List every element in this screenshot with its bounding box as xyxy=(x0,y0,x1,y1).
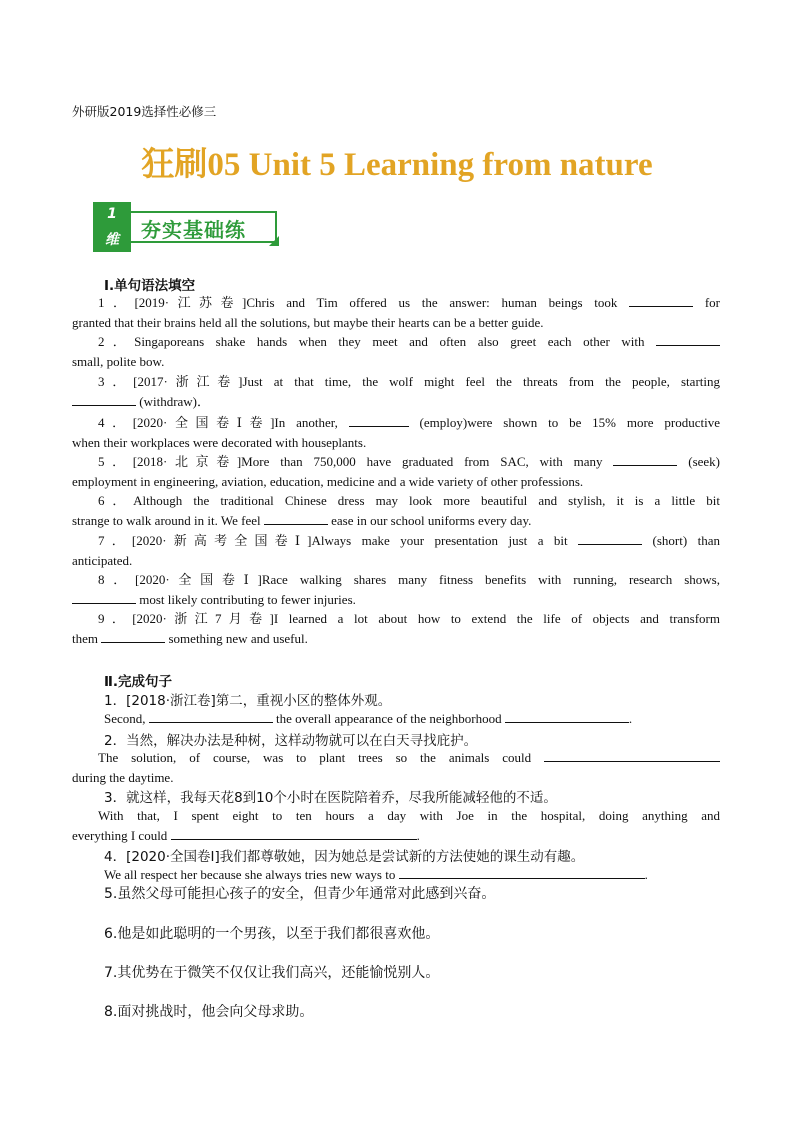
q8-blank xyxy=(72,591,136,604)
badge-corner-arrow xyxy=(269,236,279,246)
q6-text-a: 6．Although the traditional Chinese dress may look more beautiful and stylish, it is a little bit xyxy=(98,493,720,508)
q4-text-c: when their workplaces were decorated with houseplants. xyxy=(72,434,367,450)
page-title: 狂刷05 Unit 5 Learning from nature xyxy=(141,147,653,183)
sentence-8: 8.面对挑战时，他会向父母求助。 xyxy=(104,1004,314,1020)
question-2 xyxy=(72,332,720,371)
sentence-4-english xyxy=(104,865,704,885)
question-3 xyxy=(72,372,720,411)
sentence-4-chinese: 4．[2020·全国卷Ⅰ]我们都尊敬她，因为她总是尝试新的方法使她的课生动有趣。 xyxy=(104,849,585,865)
section-badge xyxy=(93,202,285,252)
sentence-3-chinese: 3．就这样，我每天花8到10个小时在医院陪着乔，尽我所能减轻他的不适。 xyxy=(104,790,557,806)
q8-text-a: 8．[2020·全国卷Ⅰ]Race walking shares many fitness benefits with running, research shows, xyxy=(98,572,720,587)
q3-blank xyxy=(72,393,136,406)
s1-text-2: the overall appearance of the neighborhood xyxy=(276,711,502,726)
q2-text-c: small, polite bow. xyxy=(72,353,165,369)
question-9 xyxy=(72,609,720,648)
question-7 xyxy=(72,531,720,570)
q6-text-c1: strange to walk around in it. We feel xyxy=(72,512,261,528)
s4-blank xyxy=(399,866,645,879)
section-heading-sentences: Ⅱ.完成句子 xyxy=(104,674,173,690)
q3-text-a: 3．[2017·浙江卷]Just at that time, the wolf might feel the threats from the people, starting xyxy=(98,374,720,389)
q6-blank xyxy=(264,512,328,525)
q2-text-a: 2．Singaporeans shake hands when they meet and often also greet each other with xyxy=(98,334,645,349)
q7-text-b: (short) than xyxy=(652,533,720,548)
s3-text-3: . xyxy=(416,827,420,843)
q9-blank xyxy=(101,630,165,643)
sentence-5: 5.虽然父母可能担心孩子的安全，但青少年通常对此感到兴奋。 xyxy=(104,886,496,902)
sentence-6: 6.他是如此聪明的一个男孩，以至于我们都很喜欢他。 xyxy=(104,926,440,942)
badge-level-unit: 维 xyxy=(105,232,119,248)
section-heading-grammar: Ⅰ.单句语法填空 xyxy=(104,278,196,294)
sentence-2-english xyxy=(72,748,720,787)
q5-blank xyxy=(613,453,677,466)
s2-text-2: during the daytime. xyxy=(72,769,174,785)
q9-text-a: 9．[2020·浙江7月卷]I learned a lot about how to extend the life of objects and transform xyxy=(98,611,720,626)
sentence-1-chinese: 1．[2018·浙江卷]第二，重视小区的整体外观。 xyxy=(104,693,392,709)
sentence-3-english xyxy=(72,806,720,845)
s1-blank-1 xyxy=(149,710,273,723)
q4-text-b: (employ)were shown to be 15% more productive xyxy=(419,415,721,430)
q9-text-c1: them xyxy=(72,630,98,646)
q2-blank xyxy=(656,333,720,346)
sentence-7: 7.其优势在于微笑不仅仅让我们高兴，还能愉悦别人。 xyxy=(104,965,440,981)
q6-text-c2: ease in our school uniforms every day. xyxy=(331,512,532,528)
q5-text-a: 5．[2018·北京卷]More than 750,000 have graduated from SAC, with many xyxy=(98,454,603,469)
question-5 xyxy=(72,452,720,491)
q8-text-c: most likely contributing to fewer injuries. xyxy=(139,591,356,607)
s3-blank xyxy=(171,827,417,840)
question-1 xyxy=(72,293,720,332)
q4-text-a: 4．[2020·全国卷Ⅰ卷]In another, xyxy=(98,415,338,430)
question-6 xyxy=(72,491,720,530)
q7-blank xyxy=(578,532,642,545)
q5-text-b: (seek) xyxy=(688,454,721,469)
q4-blank xyxy=(349,414,409,427)
q1-text-a: 1．[2019·江苏卷]Chris and Tim offered us the answer: human beings took xyxy=(98,295,618,310)
badge-title: 夯实基础练 xyxy=(141,218,246,242)
s1-text-3: . xyxy=(628,711,633,726)
s1-blank-2 xyxy=(505,710,629,723)
s1-text-1: Second, xyxy=(104,711,146,726)
sentence-1-english xyxy=(104,709,704,729)
q9-text-c2: something new and useful. xyxy=(168,630,308,646)
sentence-2-chinese: 2．当然，解决办法是种树，这样动物就可以在白天寻找庇护。 xyxy=(104,733,478,749)
textbook-tag: 外研版2019选择性必修三 xyxy=(72,104,217,119)
s4-text-1: We all respect her because she always tries new ways to xyxy=(104,867,396,882)
s4-text-2: . xyxy=(644,867,648,882)
q7-text-c: anticipated. xyxy=(72,552,133,568)
s3-text-1: With that, I spent eight to ten hours a day with Joe in the hospital, doing anything and xyxy=(98,808,720,823)
s2-blank xyxy=(544,749,720,762)
q3-text-c: (withdraw)． xyxy=(139,393,211,409)
q1-text-b: for xyxy=(704,295,721,310)
question-4 xyxy=(72,413,720,452)
badge-level-number: 1 xyxy=(107,206,117,222)
q7-text-a: 7．[2020·新高考全国卷Ⅰ]Always make your presentation just a bit xyxy=(98,533,568,548)
question-8 xyxy=(72,570,720,609)
q5-text-c: employment in engineering, aviation, education, medicine and a wide variety of other professions. xyxy=(72,473,584,489)
q1-text-c: granted that their brains held all the solutions, but maybe their hearts can be a better guide. xyxy=(72,314,544,330)
s3-text-2: everything I could xyxy=(72,827,168,843)
s2-text-1: The solution, of course, was to plant trees so the animals could xyxy=(98,750,532,765)
q1-blank xyxy=(629,294,693,307)
